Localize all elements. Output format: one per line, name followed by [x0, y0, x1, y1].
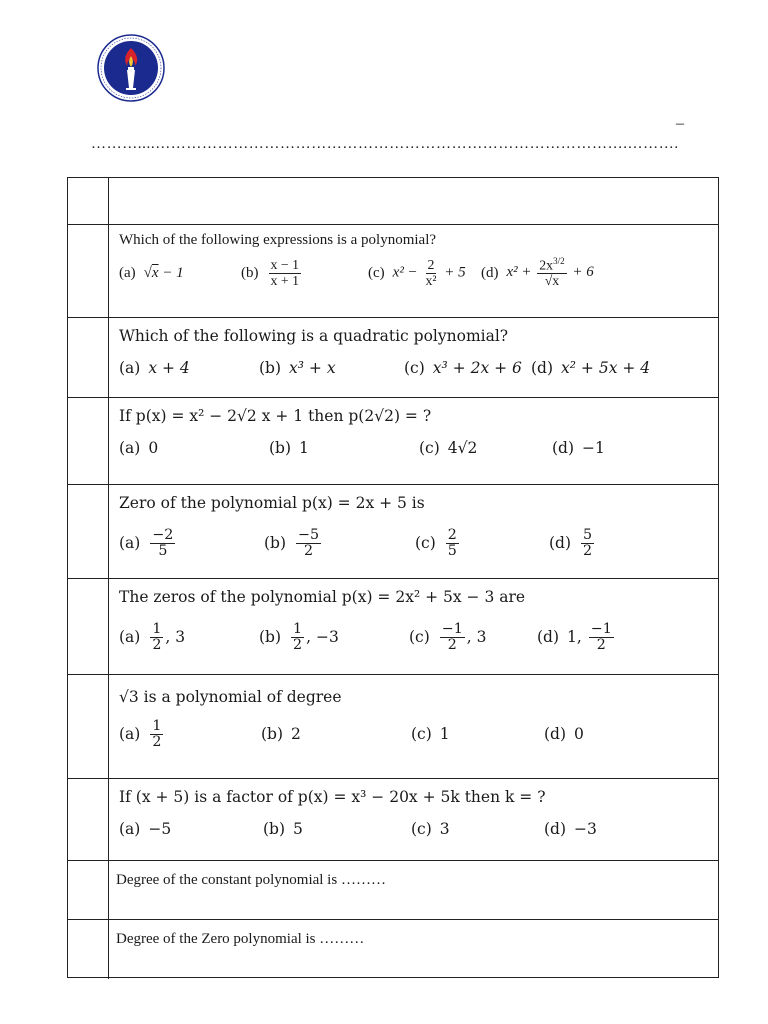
question-cell	[109, 779, 718, 860]
question-text: Which of the following expressions is a polynomial?	[119, 232, 437, 248]
option-math: 4√2	[447, 439, 478, 457]
school-logo	[97, 34, 165, 102]
option-fraction: $\frac{1}{2}$	[152, 717, 162, 750]
option-c[interactable]: (c) $\frac{-1}{2}$ , 3	[409, 620, 487, 653]
option-b[interactable]: (b) $\frac{1}{2}$ , −3	[259, 620, 339, 653]
question-row-8	[68, 861, 718, 920]
option-math: 0	[148, 439, 159, 457]
question-text: Degree of the Zero polynomial is ………	[116, 931, 365, 947]
option-fraction: $\frac{5}{2}$	[583, 526, 593, 559]
option-math: 0	[574, 725, 584, 743]
question-row-5	[68, 579, 718, 675]
option-b[interactable]: (b) $\frac{-5}{2}$	[264, 526, 320, 559]
option-a[interactable]: (a) 0	[119, 439, 159, 457]
options-row	[119, 523, 710, 563]
option-math: x³ + x	[289, 359, 336, 377]
option-c[interactable]: (c) x³ + 2x + 6	[404, 359, 522, 377]
option-math: , 3	[466, 628, 487, 646]
option-math: 3	[439, 820, 450, 838]
option-a[interactable]: (a) $\frac{-2}{5}$	[119, 526, 174, 559]
option-a[interactable]: (a) $\frac{1}{2}$	[119, 717, 162, 750]
option-math: x² + $\frac{2x^{3/2}}{√x}$ + 6	[506, 256, 594, 289]
question-text: Zero of the polynomial p(x) = 2x + 5 is	[119, 494, 425, 512]
question-cell	[109, 398, 718, 484]
option-c[interactable]: (c) $\frac{2}{5}$	[415, 526, 457, 559]
option-d[interactable]: (d) −1	[552, 439, 605, 457]
option-math: $\frac{x - 1}{x + 1}$	[270, 257, 299, 288]
table-header-row	[68, 178, 718, 225]
number-cell	[68, 920, 109, 979]
question-cell	[109, 318, 718, 397]
option-d[interactable]: (d) 1, $\frac{-1}{2}$	[537, 620, 612, 653]
option-math: , −3	[306, 628, 339, 646]
option-c[interactable]: (c) 1	[411, 725, 450, 743]
option-math: x + 4	[148, 359, 190, 377]
option-fraction: $\frac{-2}{5}$	[152, 526, 174, 559]
option-a[interactable]: (a) −5	[119, 820, 172, 838]
question-cell	[109, 485, 718, 578]
header-cell	[109, 178, 718, 224]
options-row	[119, 714, 710, 754]
option-fraction: $\frac{-5}{2}$	[298, 526, 320, 559]
number-cell	[68, 485, 109, 578]
option-c[interactable]: (c) 3	[411, 820, 450, 838]
option-b[interactable]: (b) $\frac{x - 1}{x + 1}$	[241, 257, 299, 288]
option-d[interactable]: (d) −3	[544, 820, 597, 838]
question-table	[67, 177, 719, 978]
options-row	[119, 809, 710, 849]
question-row-6	[68, 675, 718, 779]
option-math: −3	[574, 820, 597, 838]
question-row-9	[68, 920, 718, 979]
number-cell	[68, 225, 109, 317]
number-cell	[68, 675, 109, 778]
option-math: 1	[439, 725, 450, 743]
number-cell	[68, 579, 109, 674]
option-math: x² + 5x + 4	[561, 359, 651, 377]
option-d[interactable]: (d) $\frac{5}{2}$	[549, 526, 593, 559]
option-b[interactable]: (b) x³ + x	[259, 359, 336, 377]
question-row-4	[68, 485, 718, 579]
number-cell	[68, 779, 109, 860]
option-math: x² − $\frac{2}{\text{x²}}$ + 5	[392, 257, 466, 288]
number-cell	[68, 178, 109, 224]
option-math: x³ + 2x + 6	[432, 359, 522, 377]
option-c[interactable]: (c) 4√2	[419, 439, 478, 457]
option-math: 5	[293, 820, 303, 838]
question-text: The zeros of the polynomial p(x) = 2x² + 5x − 3 are	[119, 588, 526, 606]
question-cell	[109, 579, 718, 674]
option-math: −5	[148, 820, 172, 838]
option-math: −1	[582, 439, 605, 457]
option-math: 1	[299, 439, 309, 457]
option-math: 2	[291, 725, 301, 743]
question-cell	[109, 225, 718, 317]
option-b[interactable]: (b) 2	[261, 725, 301, 743]
option-a[interactable]: (a) $\frac{1}{2}$ , 3	[119, 620, 186, 653]
options-row	[119, 428, 710, 468]
option-fraction: $\frac{2}{5}$	[447, 526, 457, 559]
options-row	[119, 617, 710, 657]
question-row-2	[68, 318, 718, 398]
option-c[interactable]: (c) x² − $\frac{2}{\text{x²}}$ + 5	[368, 257, 466, 288]
option-a[interactable]: (a) x + 4	[119, 359, 190, 377]
question-row-3	[68, 398, 718, 485]
option-b[interactable]: (b) 1	[269, 439, 309, 457]
options-row	[119, 253, 710, 293]
option-b[interactable]: (b) 5	[263, 820, 303, 838]
question-text: √3 is a polynomial of degree	[119, 688, 342, 706]
question-text: If p(x) = x² − 2√2 x + 1 then p(2√2) = ?	[119, 407, 432, 425]
question-cell	[109, 675, 718, 778]
option-a[interactable]: (a) √x − 1	[119, 264, 184, 281]
question-row-7	[68, 779, 718, 861]
question-cell	[109, 920, 718, 979]
question-text: Degree of the constant polynomial is ………	[116, 872, 386, 888]
option-math: √x − 1	[143, 264, 184, 281]
option-math: , 3	[165, 628, 186, 646]
option-math: 1,	[567, 628, 587, 646]
options-row	[119, 348, 710, 388]
option-d[interactable]: (d) x² + 5x + 4	[531, 359, 651, 377]
header-dash: –	[676, 115, 684, 132]
name-dotted-line: ………....……………………………………………………………………………….……….	[91, 136, 679, 152]
number-cell	[68, 398, 109, 484]
number-cell	[68, 318, 109, 397]
question-text: Which of the following is a quadratic polynomial?	[119, 327, 509, 345]
number-cell	[68, 861, 109, 919]
option-d[interactable]: (d) 0	[544, 725, 584, 743]
option-d[interactable]: (d) x² + $\frac{2x^{3/2}}{√x}$ + 6	[481, 256, 594, 289]
question-text: If (x + 5) is a factor of p(x) = x³ − 20x + 5k then k = ?	[119, 788, 546, 806]
question-row-1	[68, 225, 718, 318]
question-cell	[109, 861, 718, 919]
